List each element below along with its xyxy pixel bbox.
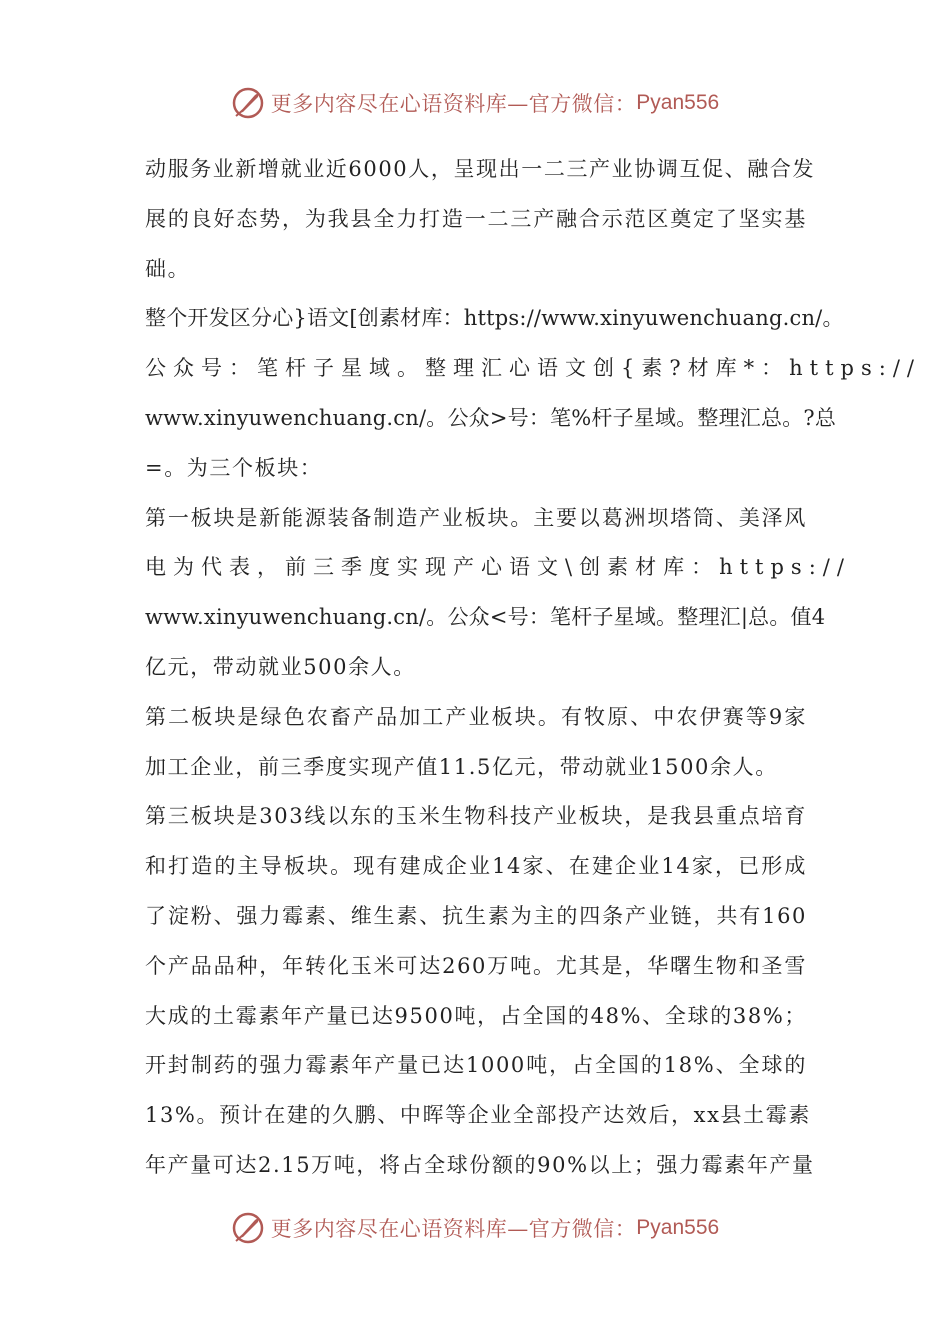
text-line: 开封制药的强力霉素年产量已达1000吨，占全国的18%、全球的 (145, 1053, 807, 1078)
text-line: www.xinyuwenchuang.cn/。公众<号：笔杆子星域。整理汇|总。值4 (145, 605, 826, 630)
wechat-id: Pyan556 (636, 91, 720, 114)
text-line: 第一板块是新能源装备制造产业板块。主要以葛洲坝塔筒、美泽风 (145, 505, 807, 530)
document-body (145, 145, 921, 1191)
quill-logo-icon (231, 86, 265, 120)
text-line: 加工企业，前三季度实现产值11.5亿元，带动就业1500余人。 (145, 754, 778, 779)
text-line: 公众号：笔杆子星域。整理汇心语文创{素?材库*：https:// (145, 356, 921, 381)
text-line: 电为代表，前三季度实现产心语文\创素材库：https:// (145, 555, 851, 580)
wechat-id: Pyan556 (636, 1216, 720, 1239)
text-line: 第三板块是303线以东的玉米生物科技产业板块，是我县重点培育 (145, 804, 807, 829)
text-line: 年产量可达2.15万吨，将占全球份额的90%以上；强力霉素年产量 (145, 1152, 815, 1177)
text-line: 个产品品种，年转化玉米可达260万吨。尤其是，华曙生物和圣雪 (145, 953, 807, 978)
text-line: 展的良好态势，为我县全力打造一二三产融合示范区奠定了坚实基 (145, 206, 807, 231)
text-line: 第二板块是绿色农畜产品加工产业板块。有牧原、中农伊赛等9家 (145, 704, 807, 729)
text-line: 整个开发区分心}语文[创素材库：https://www.xinyuwenchuang.cn/。 (145, 306, 844, 331)
text-line: 了淀粉、强力霉素、维生素、抗生素为主的四条产业链，共有160 (145, 903, 807, 928)
text-line: =。为三个板块： (145, 455, 323, 480)
text-line: 和打造的主导板块。现有建成企业14家、在建企业14家，已形成 (145, 854, 807, 879)
text-line: 13%。预计在建的久鹏、中晖等企业全部投产达效后，xx县土霉素 (145, 1103, 811, 1128)
text-line: 大成的土霉素年产量已达9500吨，占全国的48%、全球的38%； (145, 1003, 807, 1028)
header-banner (0, 83, 950, 123)
banner-text: 更多内容尽在心语资料库—官方微信： (270, 1217, 637, 1241)
text-line: 亿元，带动就业500余人。 (145, 654, 416, 679)
text-line: 动服务业新增就业近6000人，呈现出一二三产业协调互促、融合发 (145, 157, 816, 181)
banner-text: 更多内容尽在心语资料库—官方微信： (270, 92, 637, 116)
text-line: 础。 (145, 256, 191, 281)
text-line: www.xinyuwenchuang.cn/。公众>号：笔%杆子星域。整理汇总。?总 (145, 405, 837, 430)
quill-logo-icon (231, 1211, 265, 1245)
footer-banner (0, 1208, 950, 1248)
